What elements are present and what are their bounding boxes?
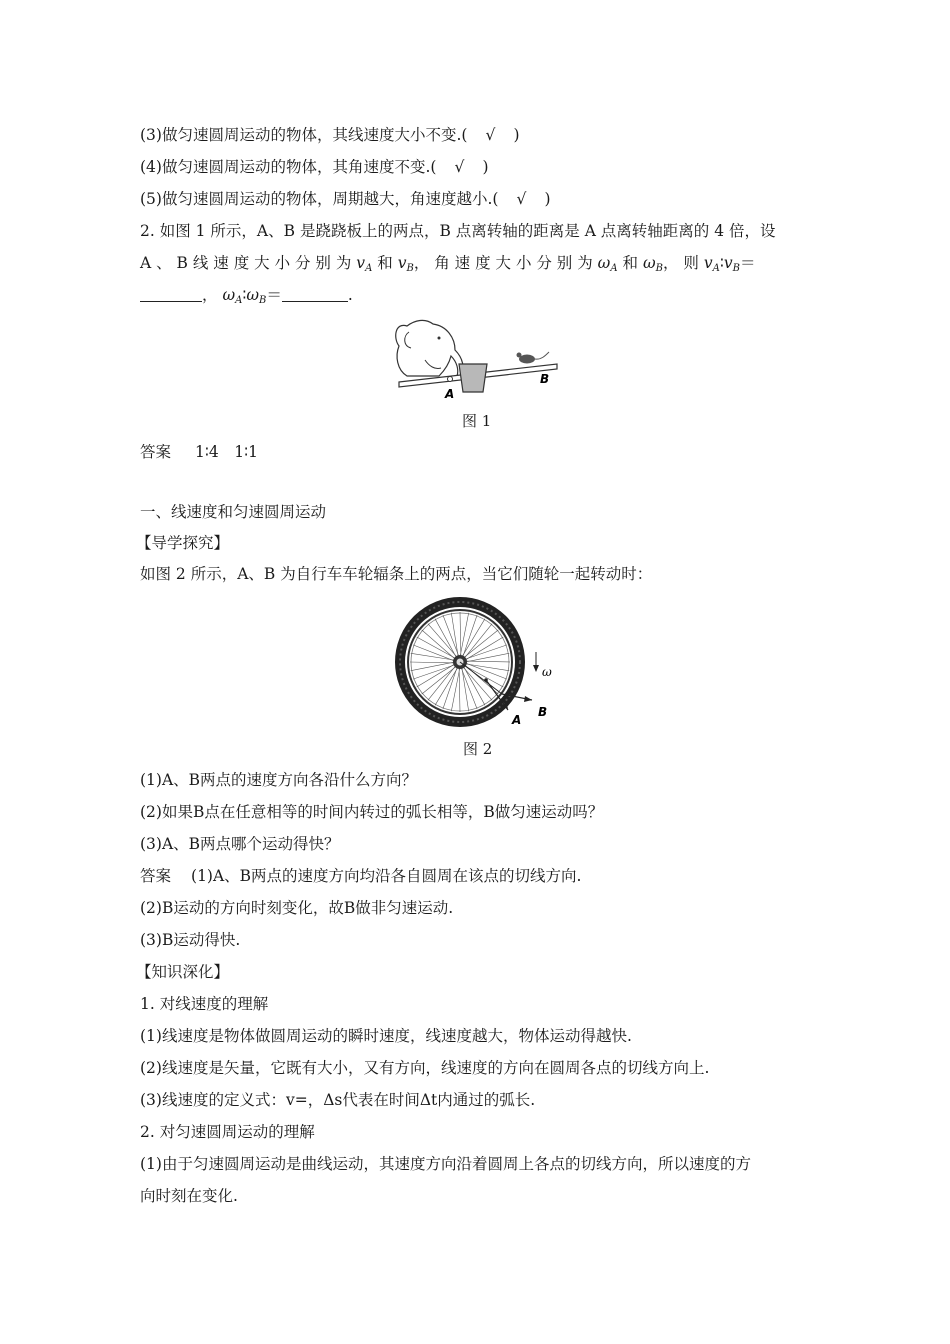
label-a: A xyxy=(445,387,455,400)
figure-1-caption: 图 1 xyxy=(462,412,492,430)
wheel-spoke xyxy=(465,661,510,662)
wheel-spoke xyxy=(459,667,460,712)
wheel-spoke xyxy=(417,664,456,687)
answer-line: (3)B运动得快. xyxy=(140,931,241,949)
judgment-item: (4)做匀速圆周运动的物体，其角速度不变.( √ ) xyxy=(140,158,489,176)
check-mark: √ xyxy=(516,190,527,208)
knowledge-item: (1)由于匀速圆周运动是曲线运动，其速度方向沿着圆周上各点的切线方向，所以速度的方 xyxy=(140,1155,751,1173)
wheel-spoke xyxy=(463,666,485,705)
question-2-line-3: ， $\omega_A∶\omega_B=$ . xyxy=(140,284,353,312)
knowledge-item: (2)线速度是矢量，它既有大小，又有方向，线速度的方向在圆周各点的切线方向上. xyxy=(140,1059,710,1077)
figure-2-wheel xyxy=(392,596,562,730)
check-mark: √ xyxy=(485,126,496,144)
wheel-spoke xyxy=(435,667,458,706)
judgment-item: (5)做匀速圆周运动的物体，周期越大，角速度越小.( √ ) xyxy=(140,190,551,208)
wheel-spoke xyxy=(460,613,469,657)
wheel-spoke xyxy=(411,662,455,671)
answer-blank-2 xyxy=(282,287,348,302)
question-item: (1)A、B两点的速度方向各沿什么方向？ xyxy=(140,771,418,789)
figure-2-caption: 图 2 xyxy=(463,740,493,758)
knowledge-heading: 【知识深化】 xyxy=(136,963,230,981)
question-2-line-1: 2. 如图 1 所示，A、B 是跷跷板上的两点，B 点离转轴的距离是 A 点离转轴距离的 4 倍，设 xyxy=(140,222,776,240)
label-omega: ω xyxy=(542,665,552,679)
question-2-line-2: A 、 B 线 速 度 大 小 分 别 为 $v_A$ 和 $v_B$， 角 速 度 大 小 分 别 为 $\omega_A$ 和 $\omega_B$， 则 $v_A∶v_B=$ xyxy=(140,254,756,274)
wheel-spoke xyxy=(465,637,504,660)
check-mark: √ xyxy=(454,158,465,176)
knowledge-2-title: 2. 对匀速圆周运动的理解 xyxy=(140,1123,315,1141)
wheel-spoke xyxy=(435,619,457,658)
wheel-spoke xyxy=(465,653,509,662)
knowledge-item: (3)线速度的定义式：v=，Δs代表在时间Δt内通过的弧长. xyxy=(140,1091,536,1109)
wheel-spoke xyxy=(417,637,456,659)
answer-1: 答案 1∶4 1∶1 xyxy=(140,443,259,461)
guide-intro: 如图 2 所示，A、B 为自行车车轮辐条上的两点，当它们随轮一起转动时： xyxy=(140,565,653,583)
answer-line: (2)B运动的方向时刻变化，故B做非匀速运动. xyxy=(140,899,454,917)
guide-heading: 【导学探究】 xyxy=(136,534,230,552)
label-a: A xyxy=(512,713,522,727)
answer-blank-1 xyxy=(140,287,202,302)
knowledge-item: (1)线速度是物体做圆周运动的瞬时速度，线速度越大，物体运动得越快. xyxy=(140,1027,632,1045)
wheel-spoke xyxy=(460,612,461,657)
wheel-spoke xyxy=(410,662,455,663)
wheel-spoke xyxy=(462,619,485,658)
knowledge-1-title: 1. 对线速度的理解 xyxy=(140,995,269,1013)
question-item: (2)如果B点在任意相等的时间内转过的弧长相等，B做匀速运动吗？ xyxy=(140,803,604,821)
judgment-item: (3)做匀速圆周运动的物体，其线速度大小不变.( √ ) xyxy=(140,126,520,144)
wheel-spoke xyxy=(451,667,460,711)
label-b: B xyxy=(538,705,548,719)
question-item: (3)A、B两点哪个运动得快？ xyxy=(140,835,340,853)
figure-1-seesaw xyxy=(385,312,565,400)
knowledge-item: 向时刻在变化. xyxy=(140,1187,238,1205)
answer-2: 答案 (1)A、B两点的速度方向均沿各自圆周在该点的切线方向. xyxy=(140,867,582,885)
label-b: B xyxy=(540,372,550,386)
section-title: 一、线速度和匀速圆周运动 xyxy=(140,503,327,521)
wheel-spoke xyxy=(464,665,503,687)
